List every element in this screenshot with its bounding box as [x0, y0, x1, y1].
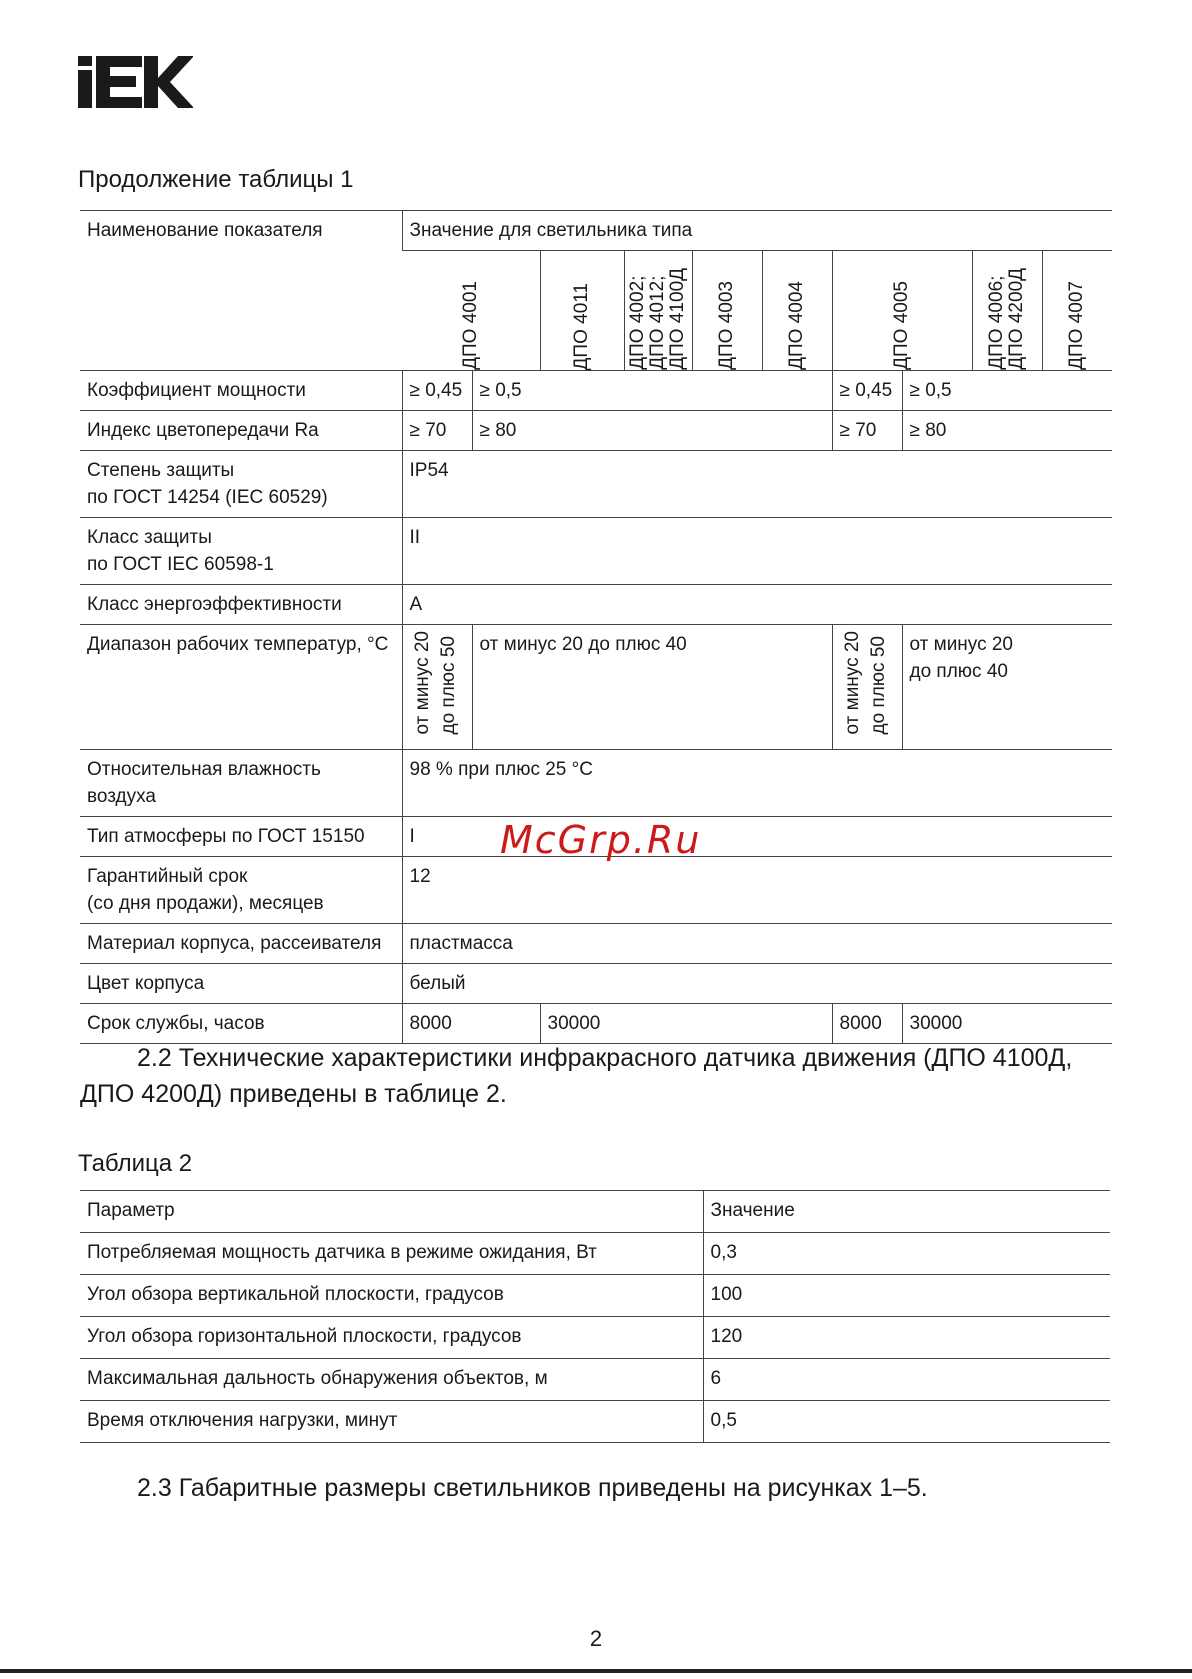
row-value: 0,3: [703, 1233, 1110, 1275]
row-param: Угол обзора горизонтальной плоскости, градусов: [80, 1317, 703, 1359]
cell-value: ≥ 0,5: [902, 371, 1112, 411]
row-param: Потребляемая мощность датчика в режиме ожидания, Вт: [80, 1233, 703, 1275]
table-header-row: [80, 1191, 1110, 1233]
cell-value: пластмасса: [402, 923, 1112, 963]
table-row: [80, 1003, 1112, 1043]
table1-caption: Продолжение таблицы 1: [78, 166, 354, 193]
cell-value: 12: [402, 856, 1112, 923]
type-dpo-4011: ДПО 4011: [540, 251, 624, 371]
row-param: Время отключения нагрузки, минут: [80, 1401, 703, 1443]
cell-value: белый: [402, 963, 1112, 1003]
cell-value: 8000: [832, 1003, 902, 1043]
row-value: 100: [703, 1275, 1110, 1317]
cell-value: ≥ 0,5: [472, 371, 832, 411]
cell-value: от минус 20 до плюс 50: [832, 625, 902, 750]
row-label: Индекс цветопередачи Ra: [80, 411, 402, 451]
type-dpo-4001: ДПО 4001: [402, 251, 540, 371]
cell-value: A: [402, 585, 1112, 625]
table-row: [80, 856, 1112, 923]
table-row: [80, 371, 1112, 411]
table-row: [80, 963, 1112, 1003]
row-value: 120: [703, 1317, 1110, 1359]
row-label: Цвет корпуса: [80, 963, 402, 1003]
type-dpo-4007: ДПО 4007: [1042, 251, 1112, 371]
table2-caption: Таблица 2: [78, 1150, 193, 1177]
table-row: [80, 1317, 1110, 1359]
table-row: [80, 1233, 1110, 1275]
header-param: Наименование показателя: [80, 211, 402, 371]
cell-value: от минус 20 до плюс 40: [902, 625, 1112, 750]
cell-value: ≥ 80: [472, 411, 832, 451]
cell-value: I: [402, 816, 1112, 856]
table-row: [80, 923, 1112, 963]
row-value: 0,5: [703, 1401, 1110, 1443]
table-row: [80, 1359, 1110, 1401]
cell-value: 30000: [902, 1003, 1112, 1043]
row-label: Класс энергоэффективности: [80, 585, 402, 625]
table-row: [80, 749, 1112, 816]
row-label: Класс защиты по ГОСТ IEC 60598-1: [80, 518, 402, 585]
table-row: [80, 518, 1112, 585]
row-label: Степень защиты по ГОСТ 14254 (IEC 60529): [80, 451, 402, 518]
row-label: Тип атмосферы по ГОСТ 15150: [80, 816, 402, 856]
table1: [80, 210, 1112, 1044]
type-dpo-4004: ДПО 4004: [762, 251, 832, 371]
cell-value: от минус 20 до плюс 40: [472, 625, 832, 750]
cell-value: II: [402, 518, 1112, 585]
row-label: Гарантийный срок (со дня продажи), месяцев: [80, 856, 402, 923]
cell-value: 30000: [540, 1003, 832, 1043]
cell-value: IP54: [402, 451, 1112, 518]
cell-value: 8000: [402, 1003, 540, 1043]
type-dpo-4005: ДПО 4005: [832, 251, 972, 371]
watermark: McGrp.Ru: [500, 818, 702, 862]
type-dpo-4003: ДПО 4003: [692, 251, 762, 371]
table-row: [80, 451, 1112, 518]
row-param: Максимальная дальность обнаружения объектов, м: [80, 1359, 703, 1401]
cell-value: ≥ 70: [402, 411, 472, 451]
table2: [80, 1190, 1110, 1443]
row-label: Относительная влажность воздуха: [80, 749, 402, 816]
row-label: Материал корпуса, рассеивателя: [80, 923, 402, 963]
row-label: Диапазон рабочих температур, °C: [80, 625, 402, 750]
header-value: Значение: [703, 1191, 1110, 1233]
cell-value: ≥ 0,45: [832, 371, 902, 411]
cell-value: ≥ 0,45: [402, 371, 472, 411]
cell-value: ≥ 80: [902, 411, 1112, 451]
page-number: 2: [589, 1626, 603, 1651]
row-param: Угол обзора вертикальной плоскости, градусов: [80, 1275, 703, 1317]
iek-logo: [78, 56, 193, 108]
cell-value: 98 % при плюс 25 °C: [402, 749, 1112, 816]
row-label: Коэффициент мощности: [80, 371, 402, 411]
table-row: [80, 1275, 1110, 1317]
header-param: Параметр: [80, 1191, 703, 1233]
table-row: [80, 411, 1112, 451]
section-2-2-text: 2.2 Технические характеристики инфракрасного датчика движения (ДПО 4100Д, ДПО 4200Д) приведены в таблице 2.: [80, 1044, 1073, 1108]
row-label: Срок службы, часов: [80, 1003, 402, 1043]
type-dpo-4006: ДПО 4006; ДПО 4200Д: [972, 251, 1042, 371]
cell-value: от минус 20 до плюс 50: [402, 625, 472, 750]
cell-value: ≥ 70: [832, 411, 902, 451]
table-row: [80, 585, 1112, 625]
section-2-3-text: 2.3 Габаритные размеры светильников приведены на рисунках 1–5.: [137, 1474, 928, 1502]
type-dpo-4002: ДПО 4002; ДПО 4012; ДПО 4100Д: [624, 251, 692, 371]
table-row: [80, 1401, 1110, 1443]
table-row: [80, 625, 1112, 750]
bottom-rule: [0, 1669, 1192, 1673]
row-value: 6: [703, 1359, 1110, 1401]
header-group: Значение для светильника типа: [402, 211, 1112, 251]
